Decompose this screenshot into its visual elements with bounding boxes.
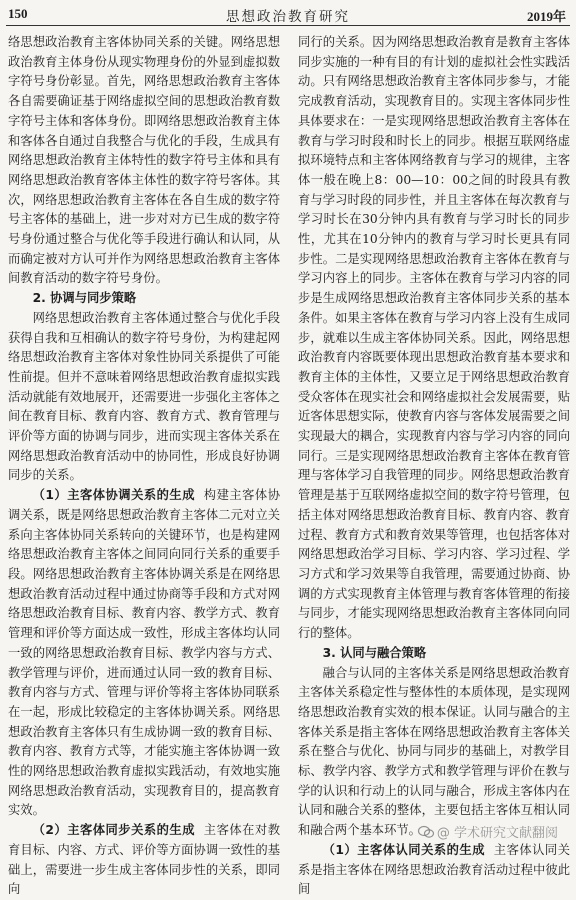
- paragraph: 网络思想政治教育主客体通过整合与优化手段获得自我和互相确认的数字符号身份，为构建起网络思想政治教育主客体对象性协同关系提供了可能性前提。但并不意味着网络思想政治教育虚拟实践活动就能有效地展开，还需要进一步强化主客体之间在教育目标、教育内容、教育方式、教育管理与评价等方面的协调与同步，进而实现主客体关系在网络思想政治教育活动中的协同性，形成良好协调同步的关系。: [8, 310, 280, 483]
- watermark-text: @ 学术研究文献翻阅: [436, 826, 558, 841]
- subsection-text: 构建主客体协调关系，既是网络思想政治教育主客体二元对立关系向主客体协同关系转向的关键环节，也是构建网络思想政治教育主客体之间同向同行关系的重要手段。网络思想政治教育主客体协调关系是在网络思想政治教育活动过程中通过协商等手段和方式对网络思想政治教育目标、教育内容、教学方式、教育管理和评价等方面达成一致性，形成主客体均认同一致的网络思想政治教育目标、教学内容与方式、教学管理与评价，进而通过认同一致的教育目标、教育内容与方式、管理与评价等将主客体协同联系在一起，形成比较稳定的主客体协调关系。网络思想政治教育主客体只有生成协调一致的教育目标、教育内容、教育方式等，才能实施主客体协调一致性的网络思想政治教育虚拟实践活动，有效地实施网络思想政治教育活动，实现教育目的，提高教育实效。: [8, 488, 280, 818]
- publication-year: 2019年: [526, 9, 566, 24]
- subsection-title: （2）主客体同步关系的生成: [32, 823, 195, 838]
- page-header: [0, 0, 576, 28]
- section-heading: 2. 协调与同步策略: [32, 291, 137, 306]
- header-rule: [6, 25, 570, 26]
- paragraph: [8, 486, 280, 821]
- paragraph: [8, 821, 280, 900]
- journal-title: 思想政治教育研究: [226, 9, 350, 25]
- paragraph: 融合与认同的主客体关系是网络思想政治教育主客体关系稳定性与整体性的本质体现，是实现网络思想政治教育实效的根本保证。认同与融合的主客体关系是指主客体在网络思想政治教育主客体关系在整合与优化、协同与同步的基础上，对教学目标、教学内容、教学方式和教学管理与评价在教与学的认识和行动上的认同与融合，形成主客体内在认同和融合关系的整体，主要包括主客体互相认同和融合两个基本环节。: [298, 665, 570, 838]
- subsection-title: （1）主客体协调关系的生成: [32, 488, 195, 503]
- page-number: 150: [8, 6, 28, 21]
- subsection-title: （1）主客体认同关系的生成: [322, 842, 485, 857]
- paragraph: [298, 841, 570, 900]
- subsection-text: 主客体认同关系是指主客体在网络思想政治教育活动过程中彼此间: [298, 842, 570, 897]
- subsection-text: 主客体在对教育目标、内容、方式、评价等方面协调一致性的基础上，需要进一步生成主客体同步性的关系，即同向: [8, 823, 280, 897]
- watermark: [418, 822, 558, 841]
- section-heading: 3. 认同与融合策略: [322, 645, 427, 660]
- left-column: [8, 33, 280, 897]
- right-column: [298, 33, 570, 897]
- chat-bubble-icon: [418, 825, 434, 839]
- paragraph: 络思想政治教育主客体协同关系的关键。网络思想政治教育主体身份从现实物理身份的外显到虚拟数字符号身份彰显。首先，网络思想政治教育主客体各自需要确证基于网络虚拟空间的思想政治教育数字符号主体和客体身份。即网络思想政治教育主体和客体各自通过自我整合与优化的手段，生成具有网络思想政治教育主体特性的数字符号主体和具有网络思想政治教育客体主体性的数字符号客体。其次，网络思想政治教育主客体在各自生成的数字符号主客体的基础上，进一步对对方已生成的数字符号身份通过整合与优化等手段进行确认和认同，从而确定被对方认可并作为网络思想政治教育主客体间教育活动的数字符号身份。: [8, 35, 280, 286]
- paragraph: 同行的关系。因为网络思想政治教育是教育主客体同步实施的一种有目的有计划的虚拟社会性实践活动。只有网络思想政治教育主客体同步参与，才能完成教育活动，实现教育目的。实现主客体同步性具体要求在：一是实现网络思想政治教育主客体在教育与学习时段和时长上的同步。根据互联网络虚拟环境特点和主客体网络教育与学习的规律，主客体一般在晚上8：00—10：00之间的时段具有教育与学习时段的同步性，并且主客体在每次教育与学习时长在30分钟内具有教育与学习时长的同步性，尤其在10分钟内的教育与学习时长更具有同步性。二是实现网络思想政治教育主客体在教育与学习内容上的同步。主客体在教育与学习内容的同步是生成网络思想政治教育主客体同步关系的基本条件。如果主客体在教育与学习内容上没有生成同步，就难以生成主客体协同关系。因此，网络思想政治教育内容既要体现出思想政治教育基本要求和教育主体的主体性，又要立足于网络思想政治教育受众客体在现实社会和网络虚拟社会发展需要，贴近客体思想实际，使教育内容与客体发展需要之间实现最大的耦合，实现教育内容与学习内容的同向同行。三是实现网络思想政治教育主客体在教育管理与客体学习自我管理的同步。网络思想政治教育管理是基于互联网络虚拟空间的数字符号管理，包括主体对网络思想政治教育目标、教育内容、教育过程、教育方式和教育效果等管理，也包括客体对网络思想政治学习目标、学习内容、学习过程、学习方式和学习效果等自我管理，需要通过协商、协调的方式实现教育主体管理与教育客体管理的衔接与同步，才能实现网络思想政治教育主客体同向同行的整体。: [298, 35, 570, 641]
